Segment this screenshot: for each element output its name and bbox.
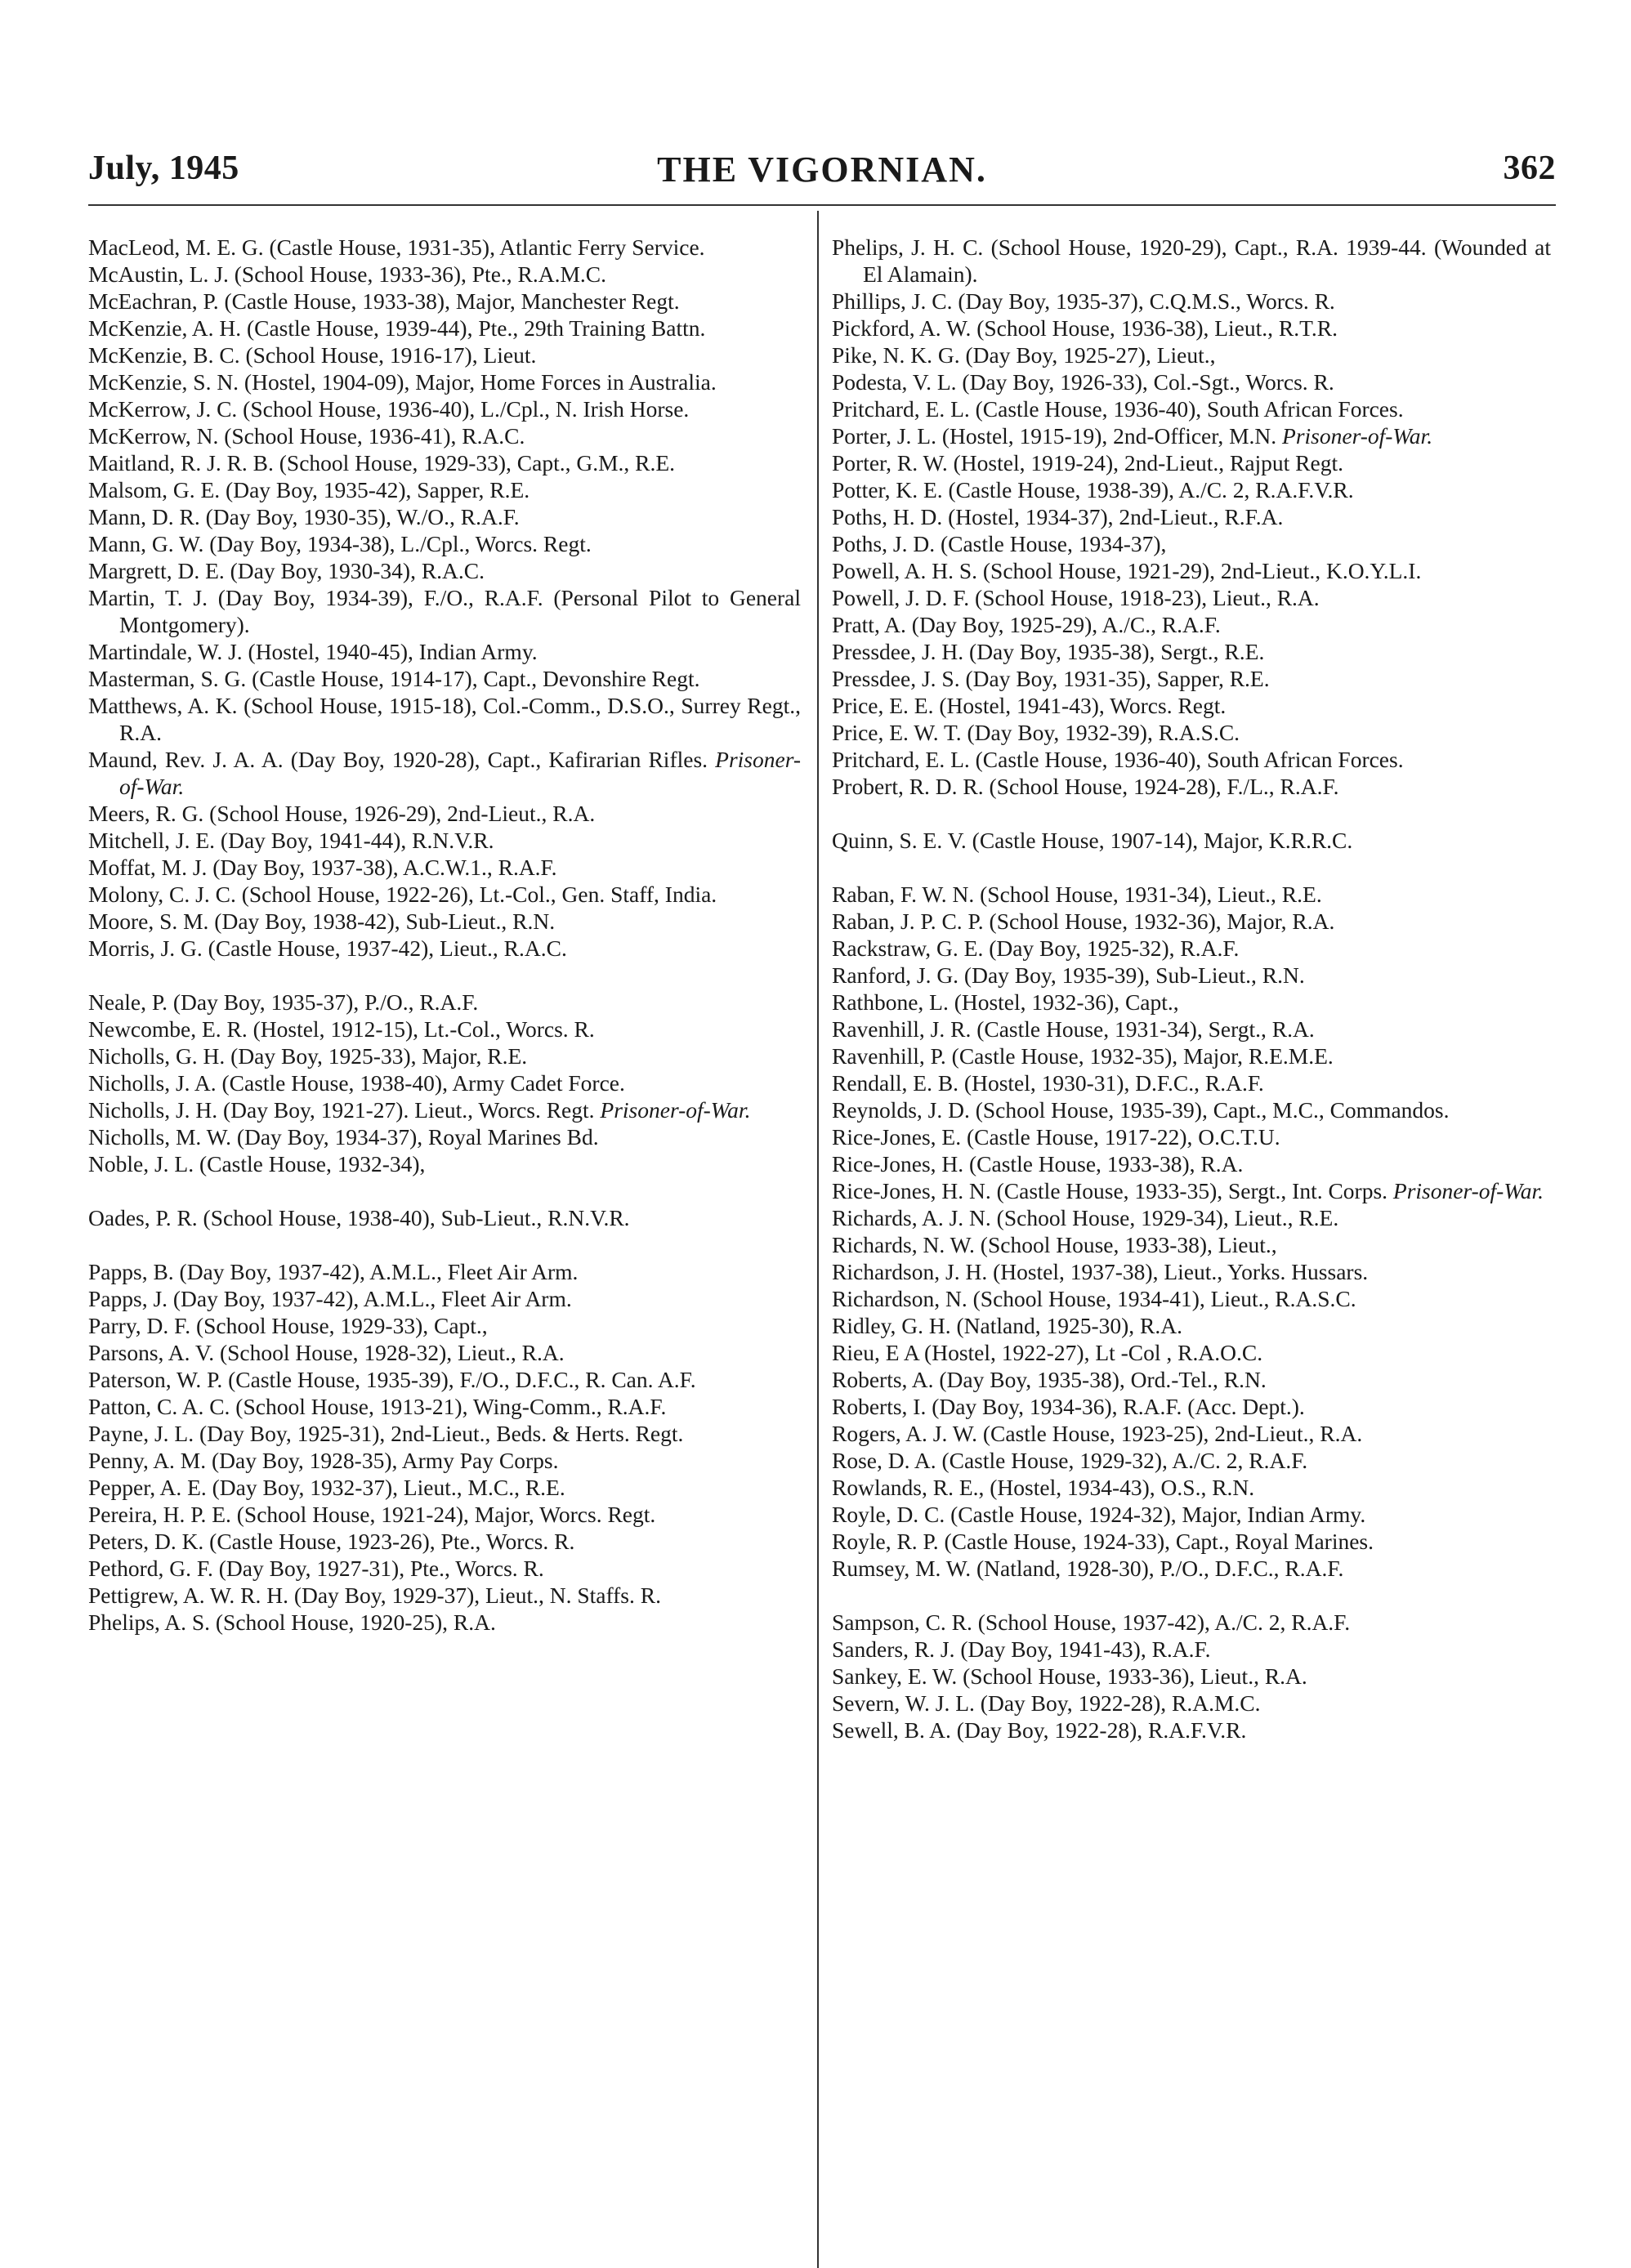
roll-entry	[832, 234, 1551, 288]
roll-entry	[88, 1123, 801, 1150]
entry-text: Richardson, N. (School House, 1934-41), Lieut., R.A.S.C.	[832, 1286, 1356, 1311]
roll-entry	[832, 503, 1551, 530]
entry-text: Richards, N. W. (School House, 1933-38), Lieut.,	[832, 1232, 1277, 1257]
roll-entry	[88, 881, 801, 908]
entry-text: Podesta, V. L. (Day Boy, 1926-33), Col.-Sgt., Worcs. R.	[832, 369, 1334, 395]
entry-text: Neale, P. (Day Boy, 1935-37), P./O., R.A.F.	[88, 989, 479, 1015]
roll-entry	[832, 1501, 1551, 1528]
roll-entry	[832, 1204, 1551, 1231]
roll-entry	[832, 1474, 1551, 1501]
entry-text: Payne, J. L. (Day Boy, 1925-31), 2nd-Lieut., Beds. & Herts. Regt.	[88, 1421, 684, 1446]
entry-text: Poths, H. D. (Hostel, 1934-37), 2nd-Lieut., R.F.A.	[832, 504, 1284, 529]
entry-text: Reynolds, J. D. (School House, 1935-39), Capt., M.C., Commandos.	[832, 1097, 1450, 1123]
entry-text: Rendall, E. B. (Hostel, 1930-31), D.F.C., R.A.F.	[832, 1070, 1264, 1096]
roll-entry	[832, 1609, 1551, 1636]
roll-entry	[832, 665, 1551, 692]
entry-text: Raban, F. W. N. (School House, 1931-34), Lieut., R.E.	[832, 882, 1322, 907]
roll-entry	[832, 1312, 1551, 1339]
entry-text: Rackstraw, G. E. (Day Boy, 1925-32), R.A.F.	[832, 935, 1240, 961]
roll-entry	[832, 1016, 1551, 1042]
entry-text: Sankey, E. W. (School House, 1933-36), Lieut., R.A.	[832, 1663, 1307, 1689]
roll-entry	[832, 342, 1551, 368]
roll-entry	[88, 449, 801, 476]
entry-text: Rogers, A. J. W. (Castle House, 1923-25), 2nd-Lieut., R.A.	[832, 1421, 1363, 1446]
entry-text: Pritchard, E. L. (Castle House, 1936-40), South African Forces.	[832, 747, 1404, 772]
entry-text: Nicholls, G. H. (Day Boy, 1925-33), Major, R.E.	[88, 1043, 528, 1069]
entry-text: McKenzie, S. N. (Hostel, 1904-09), Major, Home Forces in Australia.	[88, 369, 717, 395]
roll-entry	[832, 935, 1551, 962]
roll-entry	[832, 1528, 1551, 1555]
entry-text: Parry, D. F. (School House, 1929-33), Capt.,	[88, 1313, 488, 1338]
entry-text: Pritchard, E. L. (Castle House, 1936-40), South African Forces.	[832, 396, 1404, 422]
roll-entry	[832, 1042, 1551, 1069]
roll-entry	[832, 530, 1551, 557]
roll-entry	[88, 1474, 801, 1501]
roll-entry	[88, 1285, 801, 1312]
entry-text: Powell, A. H. S. (School House, 1921-29), 2nd-Lieut., K.O.Y.L.I.	[832, 558, 1422, 583]
roll-entry	[832, 962, 1551, 989]
entry-text: Mitchell, J. E. (Day Boy, 1941-44), R.N.V.R.	[88, 828, 494, 853]
entry-text: Pressdee, J. S. (Day Boy, 1931-35), Sapper, R.E.	[832, 666, 1270, 691]
roll-entry	[88, 746, 801, 800]
entry-note: Prisoner-of-War.	[1392, 1178, 1544, 1203]
entry-text: Maitland, R. J. R. B. (School House, 1929-33), Capt., G.M., R.E.	[88, 450, 676, 475]
entry-text: Porter, R. W. (Hostel, 1919-24), 2nd-Lieut., Rajput Regt.	[832, 450, 1343, 475]
entry-text: Price, E. W. T. (Day Boy, 1932-39), R.A.S.C.	[832, 720, 1240, 745]
roll-entry	[832, 1177, 1551, 1204]
roll-entry	[88, 638, 801, 665]
roll-entry	[832, 1366, 1551, 1393]
entry-text: Porter, J. L. (Hostel, 1915-19), 2nd-Officer, M.N.	[832, 423, 1277, 449]
entry-text: Phillips, J. C. (Day Boy, 1935-37), C.Q.M.S., Worcs. R.	[832, 288, 1335, 314]
entry-text: Sewell, B. A. (Day Boy, 1922-28), R.A.F.V.R.	[832, 1717, 1247, 1743]
entry-text: Ridley, G. H. (Natland, 1925-30), R.A.	[832, 1313, 1182, 1338]
entry-text: Raban, J. P. C. P. (School House, 1932-36), Major, R.A.	[832, 909, 1335, 934]
roll-entry	[88, 1555, 801, 1582]
publication-title: THE VIGORNIAN.	[657, 150, 987, 190]
entry-text: Nicholls, J. A. (Castle House, 1938-40), Army Cadet Force.	[88, 1070, 625, 1096]
entry-text: Maund, Rev. J. A. A. (Day Boy, 1920-28), Capt., Kafirarian Rifles.	[88, 747, 708, 772]
entry-text: Pepper, A. E. (Day Boy, 1932-37), Lieut., M.C., R.E.	[88, 1475, 565, 1500]
roll-entry	[832, 1123, 1551, 1150]
roll-entry	[832, 1150, 1551, 1177]
entry-text: Matthews, A. K. (School House, 1915-18), Col.-Comm., D.S.O., Surrey Regt., R.A.	[88, 693, 801, 745]
entry-text: Richardson, J. H. (Hostel, 1937-38), Lieut., Yorks. Hussars.	[832, 1259, 1369, 1284]
entry-text: Paterson, W. P. (Castle House, 1935-39), F./O., D.F.C., R. Can. A.F.	[88, 1367, 696, 1392]
roll-entry	[88, 854, 801, 881]
roll-entry	[88, 368, 801, 395]
roll-entry	[832, 1231, 1551, 1258]
page-number: 362	[1503, 150, 1556, 187]
roll-entry	[88, 800, 801, 827]
roll-entry	[88, 234, 801, 261]
entry-text: Phelips, J. H. C. (School House, 1920-29), Capt., R.A. 1939-44. (Wounded at El Alamain).	[832, 234, 1551, 287]
left-column	[88, 234, 801, 1636]
roll-entry	[88, 530, 801, 557]
roll-entry	[88, 1016, 801, 1042]
entry-text: Ravenhill, J. R. (Castle House, 1931-34), Sergt., R.A.	[832, 1016, 1315, 1042]
roll-entry	[832, 1636, 1551, 1663]
entry-text: McKerrow, J. C. (School House, 1936-40), L./Cpl., N. Irish Horse.	[88, 396, 690, 422]
entry-text: Rieu, E A (Hostel, 1922-27), Lt -Col , R.A.O.C.	[832, 1340, 1263, 1365]
roll-entry	[88, 1096, 801, 1123]
roll-entry	[88, 989, 801, 1016]
roll-entry	[832, 1096, 1551, 1123]
roll-entry	[832, 1690, 1551, 1717]
entry-text: Parsons, A. V. (School House, 1928-32), Lieut., R.A.	[88, 1340, 565, 1365]
roll-entry	[832, 692, 1551, 719]
entry-text: Papps, J. (Day Boy, 1937-42), A.M.L., Fleet Air Arm.	[88, 1286, 572, 1311]
entry-text: McKenzie, A. H. (Castle House, 1939-44), Pte., 29th Training Battn.	[88, 315, 706, 341]
entry-text: Rose, D. A. (Castle House, 1929-32), A./C. 2, R.A.F.	[832, 1448, 1308, 1473]
entry-text: McAustin, L. J. (School House, 1933-36), Pte., R.A.M.C.	[88, 261, 607, 287]
roll-entry	[832, 288, 1551, 315]
entry-text: Pettigrew, A. W. R. H. (Day Boy, 1929-37), Lieut., N. Staffs. R.	[88, 1583, 661, 1608]
roll-entry	[832, 1393, 1551, 1420]
roll-entry	[88, 1339, 801, 1366]
roll-entry	[832, 449, 1551, 476]
entry-text: Rice-Jones, H. (Castle House, 1933-38), R.A.	[832, 1151, 1244, 1176]
entry-text: McKenzie, B. C. (School House, 1916-17), Lieut.	[88, 342, 537, 368]
roll-entry	[832, 1555, 1551, 1582]
roll-entry	[832, 368, 1551, 395]
entry-text: Pressdee, J. H. (Day Boy, 1935-38), Sergt., R.E.	[832, 639, 1265, 664]
entry-note: Prisoner-of-War.	[600, 1097, 751, 1123]
entry-text: Royle, D. C. (Castle House, 1924-32), Major, Indian Army.	[832, 1502, 1366, 1527]
roll-entry	[832, 719, 1551, 746]
entry-text: Rice-Jones, H. N. (Castle House, 1933-35), Sergt., Int. Corps.	[832, 1178, 1388, 1203]
entry-text: Nicholls, M. W. (Day Boy, 1934-37), Royal Marines Bd.	[88, 1124, 599, 1150]
entry-text: Poths, J. D. (Castle House, 1934-37),	[832, 531, 1167, 556]
page-header	[88, 149, 1556, 206]
roll-entry	[832, 827, 1551, 854]
entry-text: Potter, K. E. (Castle House, 1938-39), A./C. 2, R.A.F.V.R.	[832, 477, 1354, 502]
roll-entry	[832, 1420, 1551, 1447]
roll-entry	[88, 315, 801, 342]
roll-entry	[88, 908, 801, 935]
roll-entry	[88, 395, 801, 422]
entry-text: Pereira, H. P. E. (School House, 1921-24), Major, Worcs. Regt.	[88, 1502, 656, 1527]
entry-text: Noble, J. L. (Castle House, 1932-34),	[88, 1151, 426, 1176]
roll-entry	[832, 1663, 1551, 1690]
roll-entry	[832, 611, 1551, 638]
roll-entry	[832, 1717, 1551, 1743]
entry-text: Molony, C. J. C. (School House, 1922-26), Lt.-Col., Gen. Staff, India.	[88, 882, 717, 907]
entry-text: Peters, D. K. (Castle House, 1923-26), Pte., Worcs. R.	[88, 1529, 575, 1554]
right-column	[832, 234, 1551, 1743]
roll-entry	[88, 665, 801, 692]
entry-text: Ranford, J. G. (Day Boy, 1935-39), Sub-Lieut., R.N.	[832, 962, 1305, 988]
roll-entry	[88, 1069, 801, 1096]
roll-entry	[832, 1339, 1551, 1366]
roll-entry	[88, 1366, 801, 1393]
roll-entry	[88, 1609, 801, 1636]
roll-entry	[88, 827, 801, 854]
roll-entry	[832, 422, 1551, 449]
entry-text: Patton, C. A. C. (School House, 1913-21), Wing-Comm., R.A.F.	[88, 1394, 667, 1419]
roll-entry	[832, 881, 1551, 908]
entry-text: Pethord, G. F. (Day Boy, 1927-31), Pte., Worcs. R.	[88, 1556, 544, 1581]
roll-entry	[88, 557, 801, 584]
entry-text: Roberts, A. (Day Boy, 1935-38), Ord.-Tel., R.N.	[832, 1367, 1267, 1392]
roll-entry	[88, 1150, 801, 1177]
roll-entry	[88, 1447, 801, 1474]
entry-text: Rumsey, M. W. (Natland, 1928-30), P./O., D.F.C., R.A.F.	[832, 1556, 1344, 1581]
roll-entry	[832, 989, 1551, 1016]
roll-entry	[88, 935, 801, 962]
roll-entry	[88, 503, 801, 530]
entry-text: Quinn, S. E. V. (Castle House, 1907-14), Major, K.R.R.C.	[832, 828, 1353, 853]
entry-text: Moore, S. M. (Day Boy, 1938-42), Sub-Lieut., R.N.	[88, 909, 556, 934]
entry-text: Probert, R. D. R. (School House, 1924-28), F./L., R.A.F.	[832, 774, 1339, 799]
entry-text: McEachran, P. (Castle House, 1933-38), Major, Manchester Regt.	[88, 288, 680, 314]
entry-text: Rathbone, L. (Hostel, 1932-36), Capt.,	[832, 989, 1179, 1015]
roll-entry	[88, 1312, 801, 1339]
roll-entry	[88, 1393, 801, 1420]
roll-entry	[88, 1204, 801, 1231]
roll-entry	[88, 1258, 801, 1285]
roll-entry	[832, 1447, 1551, 1474]
entry-text: Martindale, W. J. (Hostel, 1940-45), Indian Army.	[88, 639, 538, 664]
roll-entry	[832, 315, 1551, 342]
entry-text: Powell, J. D. F. (School House, 1918-23), Lieut., R.A.	[832, 585, 1320, 610]
entry-text: Price, E. E. (Hostel, 1941-43), Worcs. Regt.	[832, 693, 1227, 718]
roll-entry	[832, 1285, 1551, 1312]
entry-text: Oades, P. R. (School House, 1938-40), Sub-Lieut., R.N.V.R.	[88, 1205, 630, 1230]
entry-text: Newcombe, E. R. (Hostel, 1912-15), Lt.-Col., Worcs. R.	[88, 1016, 595, 1042]
entry-text: Mann, G. W. (Day Boy, 1934-38), L./Cpl., Worcs. Regt.	[88, 531, 592, 556]
entry-note: Prisoner-of-War.	[1282, 423, 1433, 449]
roll-entry	[88, 288, 801, 315]
roll-entry	[832, 476, 1551, 503]
roll-entry	[88, 1420, 801, 1447]
entry-text: Pratt, A. (Day Boy, 1925-29), A./C., R.A.F.	[832, 612, 1221, 637]
entry-text: Papps, B. (Day Boy, 1937-42), A.M.L., Fleet Air Arm.	[88, 1259, 579, 1284]
entry-text: Ravenhill, P. (Castle House, 1932-35), Major, R.E.M.E.	[832, 1043, 1334, 1069]
roll-entry	[832, 773, 1551, 800]
roll-entry	[832, 395, 1551, 422]
entry-text: Rowlands, R. E., (Hostel, 1934-43), O.S., R.N.	[832, 1475, 1255, 1500]
entry-text: Morris, J. G. (Castle House, 1937-42), Lieut., R.A.C.	[88, 935, 567, 961]
entry-text: MacLeod, M. E. G. (Castle House, 1931-35), Atlantic Ferry Service.	[88, 234, 705, 260]
roll-entry	[88, 476, 801, 503]
entry-text: Moffat, M. J. (Day Boy, 1937-38), A.C.W.1., R.A.F.	[88, 855, 557, 880]
entry-text: Malsom, G. E. (Day Boy, 1935-42), Sapper, R.E.	[88, 477, 530, 502]
entry-text: Roberts, I. (Day Boy, 1934-36), R.A.F. (Acc. Dept.).	[832, 1394, 1305, 1419]
roll-entry	[88, 584, 801, 638]
entry-text: Severn, W. J. L. (Day Boy, 1922-28), R.A.M.C.	[832, 1690, 1261, 1716]
column-divider	[817, 211, 819, 2268]
entry-text: Pike, N. K. G. (Day Boy, 1925-27), Lieut.,	[832, 342, 1216, 368]
roll-entry	[88, 422, 801, 449]
roll-entry	[88, 1042, 801, 1069]
entry-text: Phelips, A. S. (School House, 1920-25), R.A.	[88, 1609, 496, 1635]
roll-entry	[832, 584, 1551, 611]
entry-text: Nicholls, J. H. (Day Boy, 1921-27). Lieut., Worcs. Regt.	[88, 1097, 595, 1123]
roll-entry	[88, 1501, 801, 1528]
entry-text: Sampson, C. R. (School House, 1937-42), A./C. 2, R.A.F.	[832, 1609, 1351, 1635]
roll-entry	[832, 557, 1551, 584]
roll-entry	[832, 1258, 1551, 1285]
roll-entry	[832, 1069, 1551, 1096]
entry-text: Mann, D. R. (Day Boy, 1930-35), W./O., R.A.F.	[88, 504, 520, 529]
entry-text: Richards, A. J. N. (School House, 1929-34), Lieut., R.E.	[832, 1205, 1339, 1230]
issue-date: July, 1945	[88, 150, 239, 187]
entry-text: Meers, R. G. (School House, 1926-29), 2nd-Lieut., R.A.	[88, 801, 596, 826]
entry-text: Penny, A. M. (Day Boy, 1928-35), Army Pay Corps.	[88, 1448, 559, 1473]
roll-entry	[88, 342, 801, 368]
entry-text: Royle, R. P. (Castle House, 1924-33), Capt., Royal Marines.	[832, 1529, 1374, 1554]
roll-entry	[832, 638, 1551, 665]
entry-text: Sanders, R. J. (Day Boy, 1941-43), R.A.F.	[832, 1636, 1211, 1662]
entry-note: Prisoner-of-War.	[119, 747, 802, 799]
roll-entry	[88, 1582, 801, 1609]
entry-text: Martin, T. J. (Day Boy, 1934-39), F./O., R.A.F. (Personal Pilot to General Montgomery).	[88, 585, 801, 637]
roll-entry	[88, 692, 801, 746]
entry-text: Masterman, S. G. (Castle House, 1914-17), Capt., Devonshire Regt.	[88, 666, 700, 691]
roll-entry	[832, 746, 1551, 773]
header-rule	[88, 204, 1556, 206]
roll-entry	[832, 908, 1551, 935]
entry-text: Pickford, A. W. (School House, 1936-38), Lieut., R.T.R.	[832, 315, 1338, 341]
roll-entry	[88, 261, 801, 288]
roll-entry	[88, 1528, 801, 1555]
entry-text: McKerrow, N. (School House, 1936-41), R.A.C.	[88, 423, 525, 449]
entry-text: Rice-Jones, E. (Castle House, 1917-22), O.C.T.U.	[832, 1124, 1280, 1150]
entry-text: Margrett, D. E. (Day Boy, 1930-34), R.A.C.	[88, 558, 485, 583]
